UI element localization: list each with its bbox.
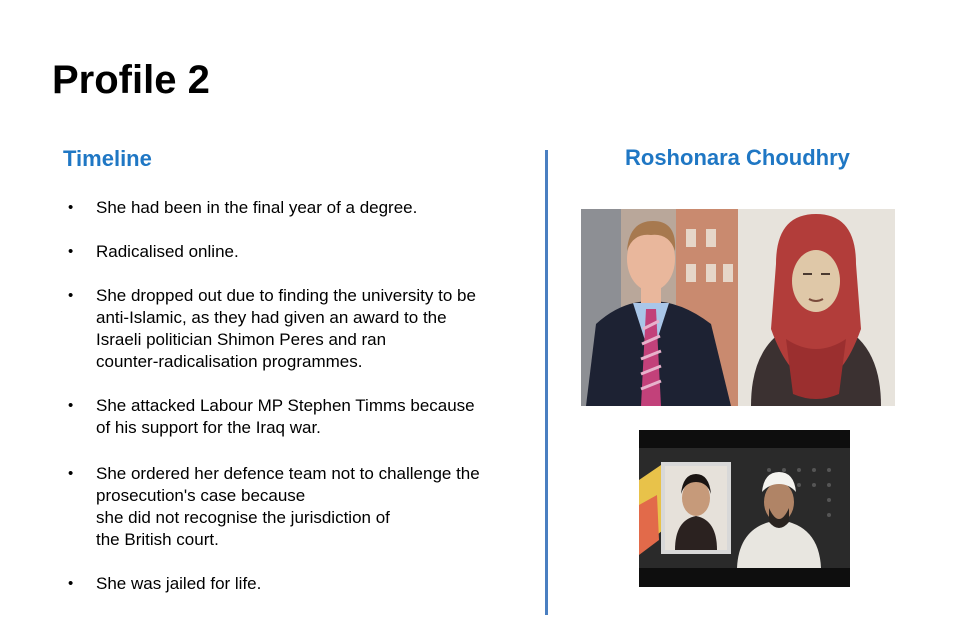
timeline-item-line: She attacked Labour MP Stephen Timms because	[96, 396, 475, 415]
video-still-photo	[639, 430, 850, 587]
vertical-divider	[545, 150, 548, 615]
timeline-item-line: She ordered her defence team not to challenge the	[96, 464, 480, 483]
slide-title: Profile 2	[52, 58, 210, 102]
timeline-item	[66, 197, 526, 219]
timeline-item-line: the British court.	[96, 530, 219, 549]
timeline-list	[66, 197, 526, 595]
man-in-suit-photo	[581, 209, 738, 406]
timeline-item-line: of his support for the Iraq war.	[96, 418, 321, 437]
timeline-item	[66, 395, 526, 439]
timeline-item	[66, 241, 526, 263]
courtroom-sketch-woman-red-headscarf	[738, 209, 895, 406]
timeline-item-text: Radicalised online.	[96, 242, 239, 261]
timeline-item	[66, 463, 526, 551]
timeline-item-line: Israeli politician Shimon Peres and ran	[96, 330, 387, 349]
timms-and-sketch-photo	[581, 209, 895, 406]
timeline-item-text: She had been in the final year of a degree.	[96, 198, 418, 217]
video-still-young-woman	[661, 462, 731, 554]
timeline-item	[66, 573, 526, 595]
subject-name-heading: Roshonara Choudhry	[625, 145, 850, 170]
timeline-item-line: prosecution's case because	[96, 486, 306, 505]
timeline-item-line: She dropped out due to finding the university to be	[96, 286, 476, 305]
timeline-item-line: anti-Islamic, as they had given an award to the	[96, 308, 447, 327]
timeline-heading: Timeline	[63, 146, 152, 171]
timeline-item-text: She was jailed for life.	[96, 574, 262, 593]
timeline-item-line: she did not recognise the jurisdiction of	[96, 508, 390, 527]
timeline-item	[66, 285, 526, 373]
timeline-item-line: counter-radicalisation programmes.	[96, 352, 363, 371]
